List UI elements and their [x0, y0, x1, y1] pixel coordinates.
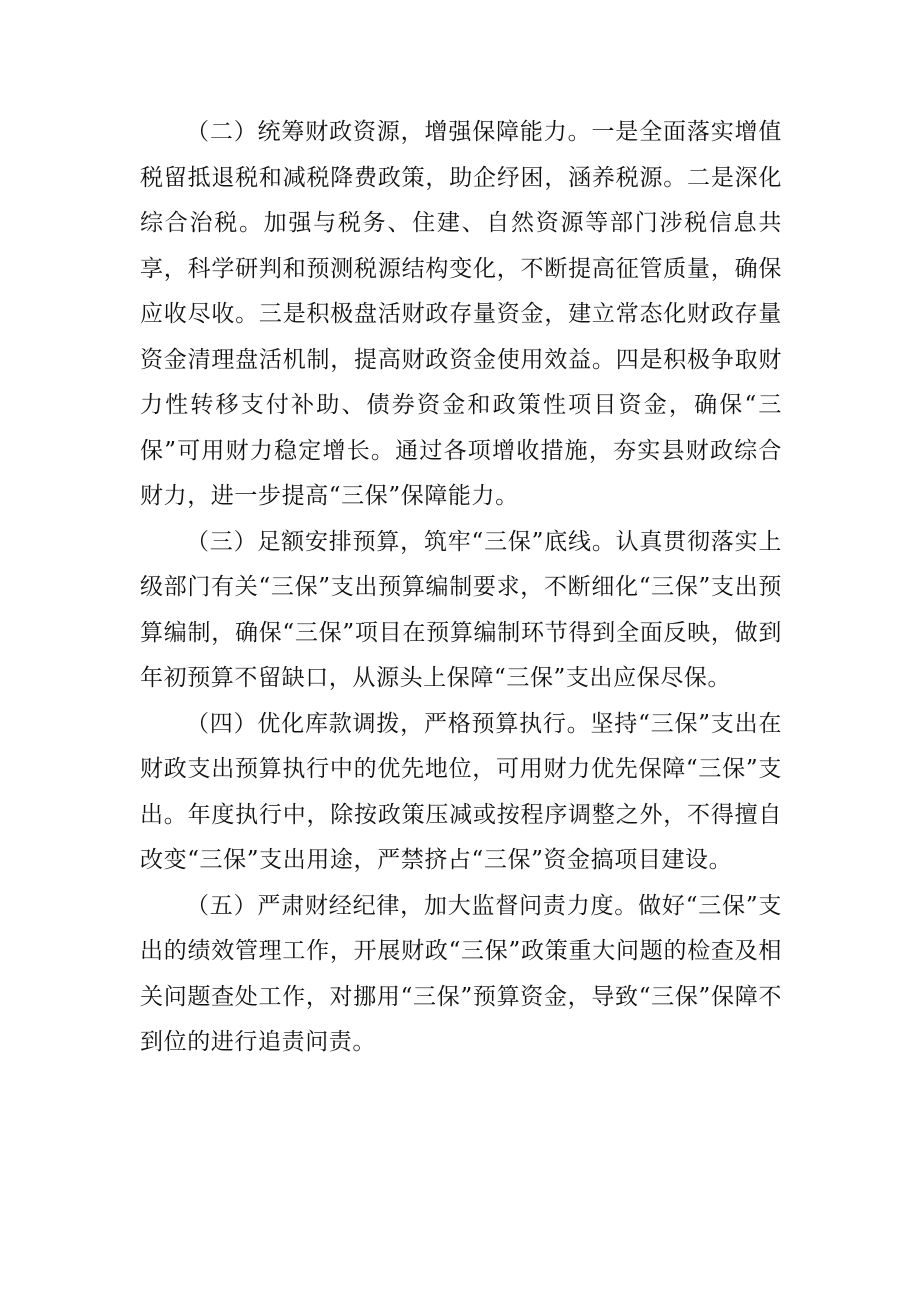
document-body	[140, 110, 782, 1066]
paragraph-section-5: （五）严肃财经纪律，加大监督问责力度。做好“三保”支出的绩效管理工作，开展财政“三保”政策重大问题的检查及相关问题查处工作，对挪用“三保”预算资金，导致“三保”保障不到位的进行追责问责。	[140, 892, 782, 1055]
paragraph-section-3: （三）足额安排预算，筑牢“三保”底线。认真贯彻落实上级部门有关“三保”支出预算编制要求，不断细化“三保”支出预算编制，确保“三保”项目在预算编制环节得到全面反映，做到年初预算不留缺口，从源头上保障“三保”支出应保尽保。	[140, 528, 782, 691]
paragraph-section-2: （二）统筹财政资源，增强保障能力。一是全面落实增值税留抵退税和减税降费政策，助企纾困，涵养税源。二是深化综合治税。加强与税务、住建、自然资源等部门涉税信息共享，科学研判和预测税源结构变化，不断提高征管质量，确保应收尽收。三是积极盘活财政存量资金，建立常态化财政存量资金清理盘活机制，提高财政资金使用效益。四是积极争取财力性转移支付补助、债券资金和政策性项目资金，确保“三保”可用财力稳定增长。通过各项增收措施，夯实县财政综合财力，进一步提高“三保”保障能力。	[140, 119, 782, 509]
paragraph-section-4: （四）优化库款调拨，严格预算执行。坚持“三保”支出在财政支出预算执行中的优先地位，可用财力优先保障“三保”支出。年度执行中，除按政策压减或按程序调整之外，不得擅自改变“三保”支出用途，严禁挤占“三保”资金搞项目建设。	[140, 710, 782, 873]
